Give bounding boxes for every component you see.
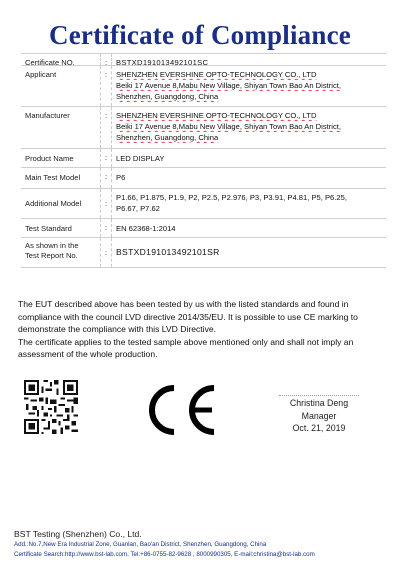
colon: : [101,168,112,188]
label-main-test-model: Main Test Model [21,168,101,188]
value-test-standard: EN 62368-1:2014 [116,224,176,233]
label-certificate-no: Certificate NO. [21,54,101,65]
signature-block [250,397,388,435]
row-test-standard [21,219,386,238]
label-test-report-line: As shown in the [25,241,79,250]
colon: : [101,107,112,148]
row-manufacturer [21,107,386,149]
footer-address: Add.:No.7,New Era Industrial Zone, Guanlan, Bao'an District, Shenzhen, Guangdong, China [14,541,267,548]
row-main-test-model [21,168,386,189]
certificate-title: Certificate of Compliance [49,20,351,50]
colon: : [101,189,112,218]
row-product-name [21,149,386,168]
value-main-test-model: P6 [116,173,126,182]
additional-model-line: P1.66, P1.875, P1.9, P2, P2.5, P2.976, P3, P3.91, P4.81, P5, P6.25, [116,193,347,202]
manufacturer-line: Shenzhen, Guangdong, China [116,133,219,142]
additional-model-line: P6.67, P7.62 [116,204,160,213]
label-product-name: Product Name [21,149,101,167]
statement-paragraph: The EUT described above has been tested by us with the listed standards and found in compliance with the council LVD directive 2014/35/EU. It is possible to use CE marking to demonstrate the compliance with this LVD Directive. [18,299,358,334]
value-applicant [112,66,386,106]
signature-date: Oct. 21, 2019 [292,423,346,433]
manufacturer-line: SHENZHEN EVERSHINE OPTO-TECHNOLOGY CO., LTD [116,111,317,120]
label-test-report-line: Test Report No. [25,251,78,260]
row-test-report-no [21,238,386,268]
footer-company: BST Testing (Shenzhen) Co., Ltd. [14,529,142,539]
signatory-role: Manager [301,410,337,421]
row-certificate-no [21,54,386,66]
ce-mark-icon [138,380,218,440]
qr-code-icon [24,380,78,434]
applicant-line: SHENZHEN EVERSHINE OPTO-TECHNOLOGY CO., LTD [116,70,317,79]
colon: : [101,238,112,267]
row-additional-model [21,189,386,219]
certificate-details-table [21,53,386,268]
footer-contact: Certificate Search:http://www.bst-lab.com, Tel:+86-0755-82-9628 , 8000990305, E-mail:christina@bst-lab.com [14,550,315,558]
row-applicant [21,66,386,107]
value-additional-model [112,189,386,218]
manufacturer-line: Beiki 17 Avenue 8,Mabu New Village, Shiyan Town Bao An District, [116,122,341,131]
colon: : [101,54,112,65]
value-product-name: LED DISPLAY [116,154,165,163]
label-manufacturer: Manufacturer [21,107,101,148]
signature-line [279,395,359,396]
label-test-report [21,238,101,267]
statement-paragraph: The certificate applies to the tested sample above mentioned only and shall not imply an assessment of the whole production. [18,336,354,359]
value-certificate-no: BSTXD191013492101SC [116,58,209,67]
colon: : [101,66,112,106]
label-applicant: Applicant [21,66,101,106]
value-manufacturer [112,107,386,148]
label-test-standard: Test Standard [21,219,101,237]
compliance-statement [18,298,390,361]
colon: : [101,149,112,167]
colon: : [101,219,112,237]
footer [14,528,394,559]
applicant-line: Beiki 17 Avenue 8,Mabu New Village, Shiyan Town Bao An District, [116,81,341,90]
applicant-line: Shenzhen, Guangdong, China [116,92,219,101]
label-additional-model: Additional Model [21,189,101,218]
value-test-report-no: BSTXD191013492101SR [116,247,220,257]
signatory-name: Christina Deng [289,398,349,408]
